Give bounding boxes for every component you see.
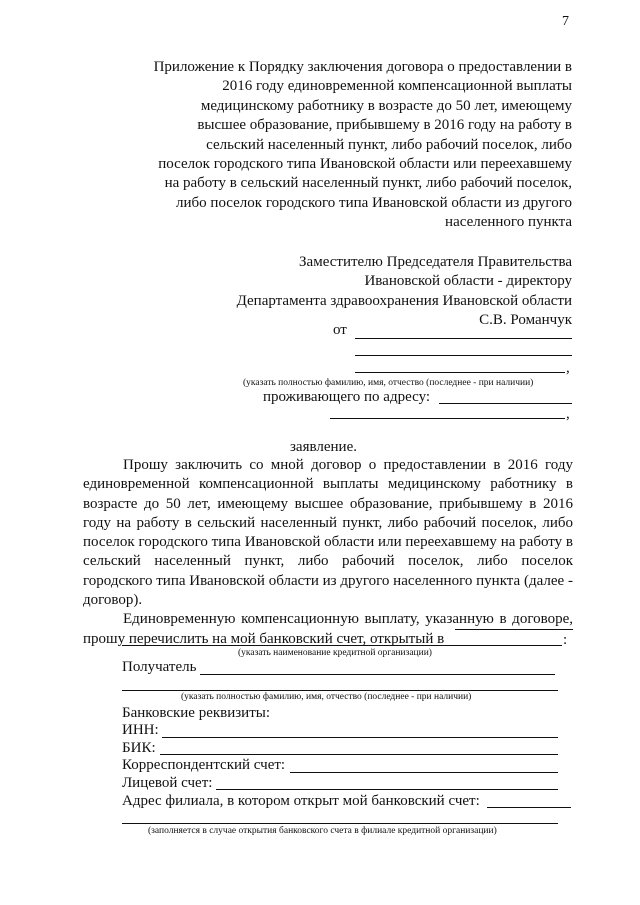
bik-label: БИК: — [122, 740, 156, 756]
payment-text: Единовременную компенсационную выплату, указанную в договоре, прошу перечислить на мой банковский счет, открытый в — [83, 611, 573, 647]
branch-address-line-1[interactable] — [487, 807, 571, 808]
appendix-note: Приложение к Порядку заключения договора о предоставлении в 2016 году единовременной компенсационной выплаты медицинскому работнику в возрасте до 50 лет, имеющему высшее образование, прибывшему в 2016 году на работу в сельский населенный пункт, либо рабочий поселок, либо поселок городского типа Ивановской области или переехавшему на работу в сельский населенный пункт, либо рабочий поселок, либо поселок городского типа Ивановской области из другого населенного пункта — [153, 59, 572, 231]
page-number: 7 — [562, 14, 569, 29]
request-paragraph: Прошу заключить со мной договор о предоставлении в 2016 году единовременной компенсационной выплаты медицинскому работнику в возрасте до 50 лет, имеющему высшее образование, прибывшему в 2016 году на работу в сельский населенный пункт, либо рабочий поселок, либо поселок городского типа Ивановской области или переехавшему на работу в сельский населенный пункт, либо рабочий поселок, либо поселок городского типа Ивановской области из другого населенного пункта (далее - договор). — [83, 457, 573, 609]
bank-details-label: Банковские реквизиты: — [122, 705, 271, 721]
branch-address-label: Адрес филиала, в котором открыт мой банковский счет: — [122, 793, 480, 809]
personal-account-line[interactable] — [216, 789, 558, 790]
corr-account-line[interactable] — [290, 772, 558, 773]
application-body — [83, 456, 573, 649]
addressee-line: Заместителю Председателя Правительства — [299, 254, 572, 270]
personal-account-label: Лицевой счет: — [122, 775, 213, 791]
bik-line[interactable] — [160, 754, 558, 755]
address-line-2[interactable] — [330, 418, 565, 419]
address-line-1[interactable] — [439, 403, 572, 404]
from-label: от — [333, 322, 347, 338]
bank-hint: (указать наименование кредитной организации) — [238, 648, 432, 658]
document-title: заявление. — [290, 439, 357, 455]
colon: : — [563, 632, 568, 648]
bank-name-line-1[interactable] — [455, 629, 573, 630]
addressee-line: Департамента здравоохранения Ивановской области — [236, 292, 572, 309]
corr-account-label: Корреспондентский счет: — [122, 757, 286, 773]
from-name-line-3[interactable] — [355, 372, 565, 373]
branch-hint: (заполняется в случае открытия банковского счета в филиале кредитной организации) — [148, 826, 497, 836]
addressee-line: С.В. Романчук — [479, 311, 572, 328]
inn-label: ИНН: — [122, 722, 159, 738]
addressee-line: Ивановской области - директору — [364, 273, 572, 290]
recipient-hint: (указать полностью фамилию, имя, отчество (последнее - при наличии) — [181, 692, 472, 702]
from-name-line-2[interactable] — [355, 355, 572, 356]
recipient-line-1[interactable] — [200, 674, 555, 675]
comma: , — [566, 360, 570, 376]
branch-address-line-2[interactable] — [122, 823, 558, 824]
bank-name-line-2[interactable] — [122, 645, 562, 646]
residence-label: проживающего по адресу: — [263, 389, 431, 405]
comma: , — [566, 406, 570, 422]
from-hint: (указать полностью фамилию, имя, отчество (последнее - при наличии) — [243, 378, 534, 388]
addressee-block — [172, 253, 572, 330]
inn-line[interactable] — [162, 737, 558, 738]
recipient-line-2[interactable] — [122, 690, 558, 691]
recipient-label: Получатель — [122, 659, 197, 675]
from-name-line-1[interactable] — [355, 338, 572, 339]
